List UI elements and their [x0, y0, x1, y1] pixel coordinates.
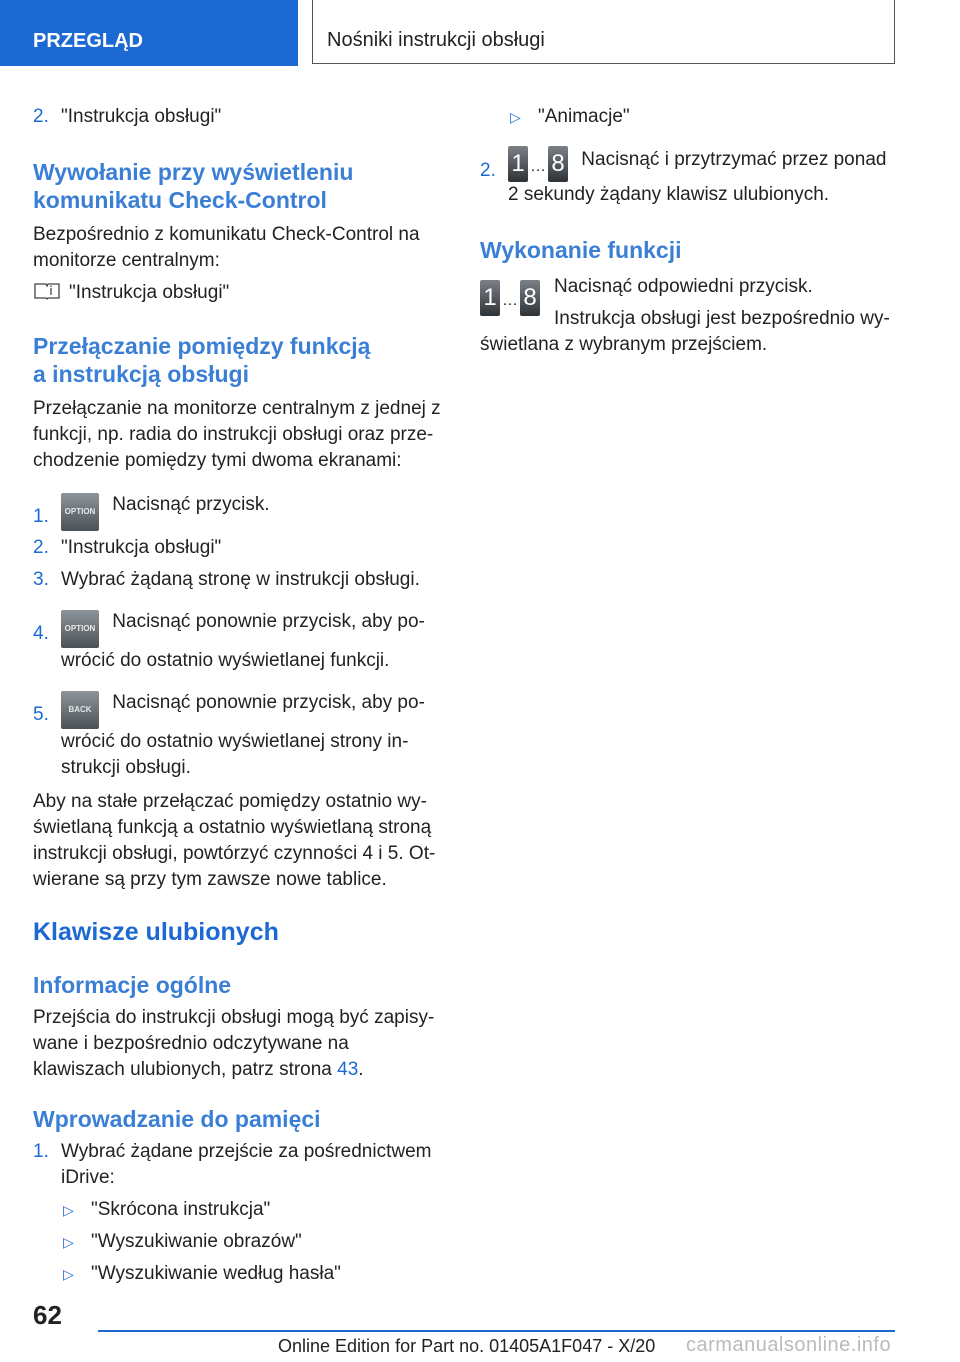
- triangle-bullet-icon: ▷: [63, 1266, 74, 1282]
- step-text: "Instrukcja obsługi": [61, 537, 222, 558]
- sub-list-item: ▷ "Wyszukiwanie obrazów": [33, 1229, 445, 1255]
- heading-check-control: Wywołanie przy wyświetleniu komunikatu Check-Control: [33, 159, 354, 213]
- execute-block: [480, 274, 900, 358]
- page-header: [0, 0, 960, 66]
- step-number: 4.: [33, 623, 49, 644]
- watermark: carmanualsonline.info: [686, 1334, 892, 1356]
- list-item: [33, 609, 445, 674]
- favorite-key-1-icon: 1: [508, 146, 528, 182]
- list-item: [33, 492, 445, 531]
- sub-list-item: ▷ "Wyszukiwanie według hasła": [33, 1261, 445, 1287]
- paragraph: Aby na stałe przełączać pomiędzy ostatnio wy-świetlaną funkcją a ostatnio wyświetlaną stroną instrukcji obsługi, powtórzyć czynności 4 i 5. Ot-wierane są przy tym zawsze nowe tablice.: [33, 791, 436, 890]
- step-number: 1.: [33, 1141, 49, 1162]
- step-number: 2.: [480, 160, 496, 181]
- step-text: "Instrukcja obsługi": [61, 106, 222, 127]
- left-column: [33, 100, 445, 1287]
- heading-favorites: Klawisze ulubionych: [33, 918, 279, 946]
- step-text: Nacisnąć i przytrzymać przez ponad 2 sekundy żądany klawisz ulubionych.: [508, 149, 887, 205]
- step-text: Wybrać żądane przejście za pośrednictwem iDrive:: [61, 1141, 432, 1188]
- paragraph: Instrukcja obsługi jest bezpośrednio wy-świetlana z wybranym przejściem.: [480, 308, 890, 355]
- triangle-bullet-icon: ▷: [63, 1234, 74, 1250]
- footer-edition: Online Edition for Part no. 01405A1F047 - X/20: [278, 1336, 656, 1356]
- list-item: [33, 567, 445, 593]
- step-number: 3.: [33, 569, 49, 590]
- section-tab: PRZEGLĄD: [0, 0, 298, 66]
- heading-switch: Przełączanie pomiędzy funkcją a instrukcją obsługi: [33, 333, 371, 387]
- heading-general: Informacje ogólne: [33, 972, 232, 998]
- option-button-icon: OPTION: [61, 610, 99, 648]
- favorite-key-8-icon: 8: [548, 146, 568, 182]
- page-number: 62: [33, 1300, 62, 1330]
- footer-rule: [98, 1330, 895, 1332]
- step-number: 1.: [33, 506, 49, 527]
- triangle-bullet-icon: ▷: [510, 109, 521, 125]
- favorite-keys-icon: 1 … 8: [480, 280, 540, 316]
- list-item: [33, 535, 445, 561]
- paragraph: Przejścia do instrukcji obsługi mogą być zapisy-wane i bezpośrednio odczytywane na klawiszach ulubionych, patrz strona 43.: [33, 1007, 435, 1080]
- paragraph: Bezpośrednio z komunikatu Check-Control na monitorze centralnym:: [33, 224, 420, 271]
- paragraph: Nacisnąć odpowiedni przycisk.: [554, 276, 813, 297]
- step-number: 2.: [33, 537, 49, 558]
- list-item: [33, 104, 445, 130]
- menu-item: "Instrukcja obsługi": [33, 280, 445, 306]
- list-item: [33, 690, 445, 781]
- chapter-title: Nośniki instrukcji obsługi: [312, 0, 895, 64]
- heading-memory: Wprowadzanie do pamięci: [33, 1106, 321, 1132]
- step-text: Wybrać żądaną stronę w instrukcji obsługi.: [61, 569, 420, 590]
- step-number: 5.: [33, 704, 49, 725]
- option-button-icon: OPTION: [61, 493, 99, 531]
- page-link[interactable]: 43: [337, 1059, 359, 1080]
- right-column: [480, 100, 900, 358]
- heading-execute: Wykonanie funkcji: [480, 237, 682, 263]
- book-icon: [33, 282, 61, 300]
- step-number: 2.: [33, 106, 49, 127]
- step-text: Nacisnąć ponownie przycisk, aby po-wrócić do ostatnio wyświetlanej strony in-strukcji obsługi.: [61, 692, 425, 778]
- paragraph: Przełączanie na monitorze centralnym z jednej z funkcji, np. radia do instrukcji obsługi oraz prze-chodzenie pomiędzy tymi dwoma ekranami:: [33, 398, 441, 471]
- triangle-bullet-icon: ▷: [63, 1202, 74, 1218]
- step-text: Nacisnąć przycisk.: [112, 494, 270, 515]
- back-button-icon: BACK: [61, 691, 99, 729]
- sub-list-item: ▷ "Skrócona instrukcja": [33, 1197, 445, 1223]
- step-text: Nacisnąć ponownie przycisk, aby po-wrócić do ostatnio wyświetlanej funkcji.: [61, 611, 425, 671]
- list-item: [33, 1139, 445, 1191]
- list-item: 2. 1 … 8 Nacisnąć i przytrzymać przez ponad 2 sekundy żądany klawisz ulubionych.: [480, 146, 900, 208]
- sub-list-item: ▷ "Animacje": [480, 104, 900, 130]
